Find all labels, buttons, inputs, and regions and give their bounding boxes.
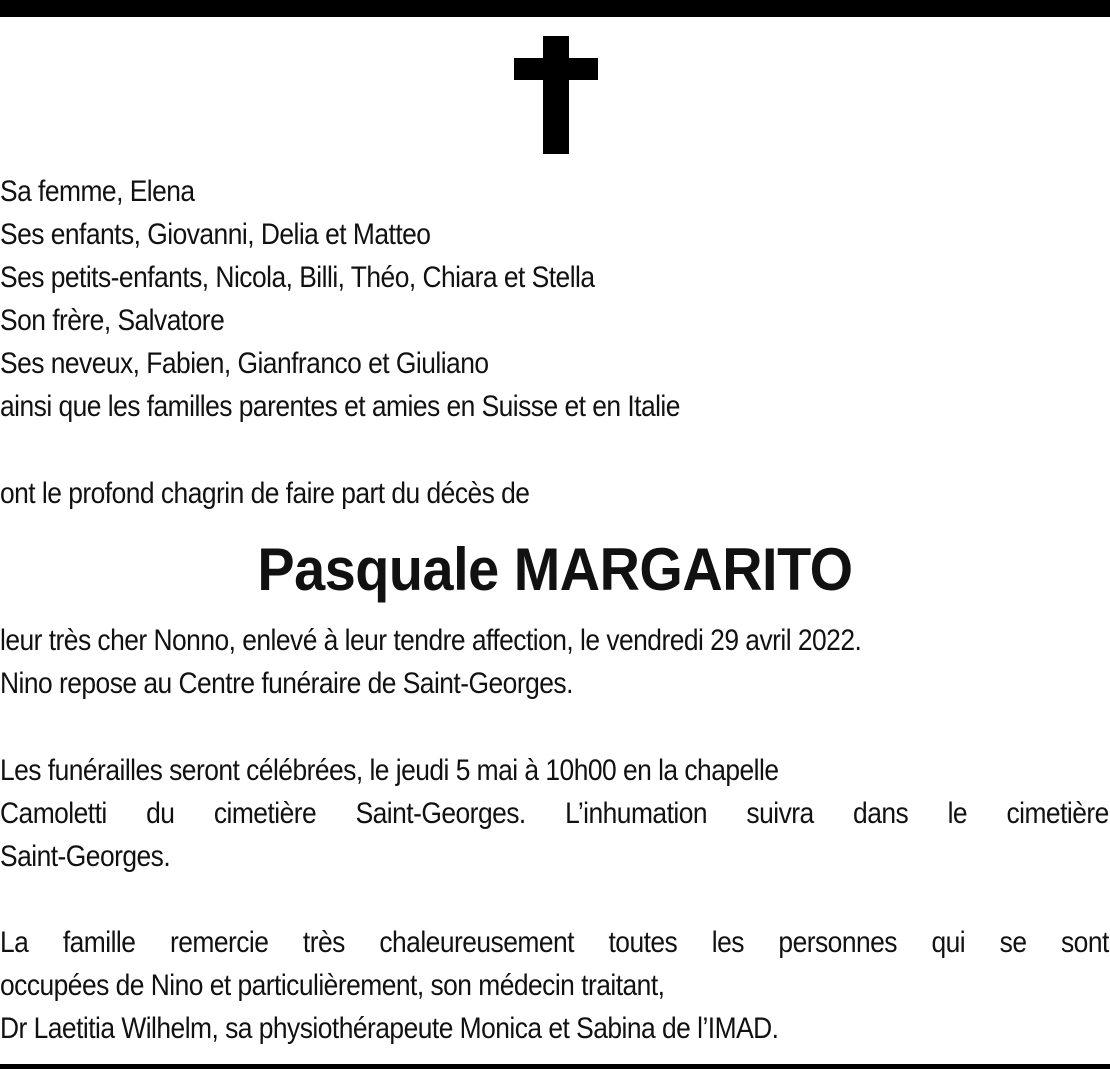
- funeral-line: Les funérailles seront célébrées, le jeudi 5 mai à 10h00 en la chapelle: [0, 754, 779, 787]
- funeral-line: Saint-Georges.: [0, 840, 171, 873]
- top-border-rule: [0, 0, 1110, 17]
- death-line: leur très cher Nonno, enlevé à leur tendre affection, le vendredi 29 avril 2022.: [0, 624, 862, 657]
- mourner-line: Ses petits-enfants, Nicola, Billi, Théo, Chiara et Stella: [0, 261, 595, 294]
- thanks-line: Dr Laetitia Wilhelm, sa physiothérapeute Monica et Sabina de l’IMAD.: [0, 1012, 779, 1045]
- cross-icon: [514, 36, 598, 154]
- mourner-line: Ses enfants, Giovanni, Delia et Matteo: [0, 218, 431, 251]
- mourner-line: Sa femme, Elena: [0, 175, 195, 208]
- intro-text: ont le profond chagrin de faire part du décès de: [0, 477, 530, 510]
- funeral-line: Camoletti du cimetière Saint-Georges. L’inhumation suivra dans le cimetière: [0, 797, 1109, 830]
- funeral-details: [0, 749, 1109, 878]
- thanks-line: occupées de Nino et particulièrement, son médecin traitant,: [0, 969, 665, 1002]
- mourner-line: Ses neveux, Fabien, Gianfranco et Giuliano: [0, 347, 489, 380]
- thanks-line: La famille remercie très chaleureusement toutes les personnes qui se sont: [0, 926, 1109, 959]
- deceased-name: [0, 532, 1110, 608]
- thanks-message: [0, 921, 1109, 1050]
- mourner-line: ainsi que les familles parentes et amies en Suisse et en Italie: [0, 390, 680, 423]
- mourners-list: [0, 170, 975, 428]
- deceased-name-text: Pasquale MARGARITO: [257, 536, 853, 603]
- bottom-border-rule: [0, 1064, 1110, 1069]
- mourner-line: Son frère, Salvatore: [0, 304, 225, 337]
- announcement-intro: [0, 472, 975, 515]
- death-line: Nino repose au Centre funéraire de Saint-Georges.: [0, 667, 573, 700]
- death-details: [0, 619, 975, 705]
